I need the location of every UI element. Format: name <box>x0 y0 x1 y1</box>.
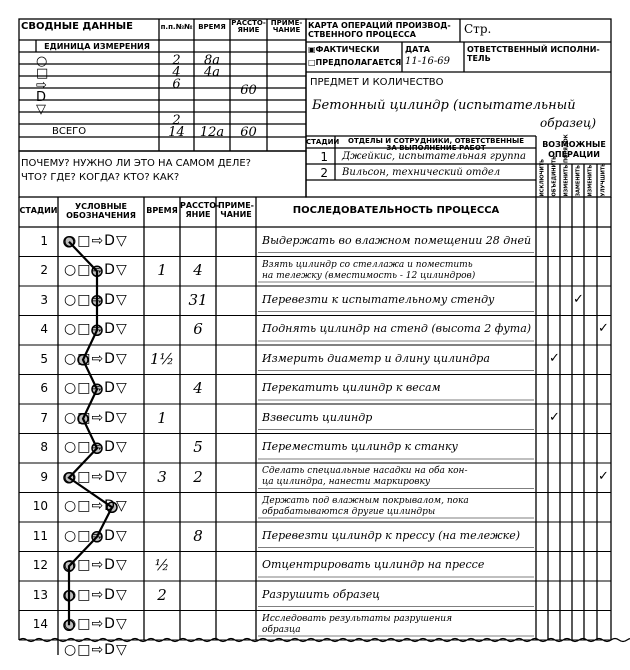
step-symbols: ○□⇨D▽ <box>64 291 128 308</box>
step-description: обрабатываются другие цилиндры <box>262 506 436 517</box>
possible-ops-label: ВОЗМОЖНЫЕ ОПЕРАЦИИ <box>542 140 606 159</box>
step-symbols: ○□⇨D▽ <box>64 439 128 456</box>
unit-label: ЕДИНИЦА ИЗМЕРЕНИЯ <box>44 42 150 51</box>
symbol-inspection: □ <box>36 66 50 81</box>
step-number: 14 <box>32 617 48 632</box>
col-header-distance: РАССТО- ЯНИЕ <box>231 19 266 34</box>
step-symbols: ○□⇨D▽ <box>64 527 128 544</box>
step-distance: 4 <box>193 261 203 280</box>
step-symbols: ○□⇨D▽ <box>64 262 128 279</box>
step-symbols: ○□⇨D▽ <box>64 468 128 485</box>
total-count: 14 <box>168 125 185 140</box>
step-description: на тележку (вместимость - 12 цилиндров) <box>262 270 476 281</box>
check-mark: ✓ <box>573 291 584 307</box>
process-sequence-header: ПОСЛЕДОВАТЕЛЬНОСТЬ ПРОЦЕССА <box>292 205 500 216</box>
step-description: ца цилиндра, нанести маркировку <box>262 477 431 487</box>
step-time: 2 <box>157 585 167 604</box>
step-description: Поднять цилиндр на стенд (высота 2 фута) <box>262 322 532 336</box>
step-symbols: ○□⇨D▽ <box>64 557 128 574</box>
step-description: Исследовать результаты разрушения <box>262 613 453 624</box>
step-symbols: ○□⇨D▽ <box>64 232 128 249</box>
step-description: Сделать специальные насадки на оба кон- <box>262 466 468 476</box>
questions-text: ПОЧЕМУ? НУЖНО ЛИ ЭТО НА САМОМ ДЕЛЕ? ЧТО? ГДЕ? КОГДА? КТО? КАК? <box>21 158 251 183</box>
step-number: 11 <box>32 528 48 543</box>
process-time-header: ВРЕМЯ <box>146 206 178 215</box>
step-description: Перевезти к испытательному стенду <box>262 292 495 306</box>
total-time: 12а <box>199 125 225 140</box>
summary-count: 2 <box>172 113 181 128</box>
step-number: 10 <box>32 499 48 514</box>
step-number: 4 <box>40 322 48 337</box>
step-number: 12 <box>32 558 48 573</box>
col-header-count: п.п.№№ <box>160 23 193 31</box>
step-number: 13 <box>32 587 48 602</box>
step-number: 1 <box>40 233 48 248</box>
step-description: Взять цилиндр со стеллажа и поместить <box>262 259 473 270</box>
col-header-note: ПРИМЕ- ЧАНИЕ <box>270 19 303 34</box>
step-description: Переместить цилиндр к станку <box>262 440 458 454</box>
subject-label: ПРЕДМЕТ И КОЛИЧЕСТВО <box>310 77 444 88</box>
step-symbols: ○□⇨D▽ <box>64 586 128 603</box>
stage-dept: Джейкис, испытательная группа <box>342 151 526 162</box>
step-distance: 8 <box>193 526 203 545</box>
step-description: Перекатить цилиндр к весам <box>262 381 441 395</box>
card-title: КАРТА ОПЕРАЦИЙ ПРОИЗВОД- СТВЕННОГО ПРОЦЕССА <box>308 21 451 39</box>
step-number: 9 <box>40 469 48 484</box>
step-time: ½ <box>154 556 170 575</box>
step-description: Измерить диаметр и длину цилиндра <box>262 351 490 365</box>
step-distance: 5 <box>193 438 203 457</box>
step-time: 1 <box>157 261 167 280</box>
step-number: 5 <box>40 351 48 366</box>
step-time: 1 <box>157 408 167 427</box>
step-description: Разрушить образец <box>262 587 380 601</box>
step-distance: 6 <box>193 320 203 339</box>
subject-value-cont: образец) <box>540 116 597 130</box>
step-symbols: ○□⇨D▽ <box>64 616 128 633</box>
total-label: ВСЕГО <box>52 126 87 137</box>
step-number: 2 <box>40 263 48 278</box>
step-symbols: ○□⇨D▽ <box>64 321 128 338</box>
step-number: 7 <box>40 410 48 425</box>
step-distance: 31 <box>188 290 208 309</box>
step-time: 1½ <box>149 349 175 368</box>
step-number: 3 <box>40 292 48 307</box>
stage-label: СТАДИИ <box>306 138 340 146</box>
summary-count: 4 <box>172 65 181 80</box>
total-distance: 60 <box>240 125 257 140</box>
stage-dept: Вильсон, технический отдел <box>342 167 501 178</box>
step-description: Перевезти цилиндр к прессу (на тележке) <box>262 528 521 542</box>
date-value: 11-16-69 <box>405 56 450 67</box>
date-label: ДАТА <box>405 45 430 54</box>
responsible-label: ОТВЕТСТВЕННЫЙ ИСПОЛНИ- ТЕЛЬ <box>467 45 600 63</box>
stage-number: 2 <box>320 166 328 180</box>
page-label: Стр. <box>464 22 492 36</box>
subject-value: Бетонный цилиндр (испытательный <box>312 98 576 113</box>
col-header-time: ВРЕМЯ <box>198 23 226 31</box>
actual-label: ▣ФАКТИЧЕСКИ <box>308 45 380 54</box>
process-symbols-header: УСЛОВНЫЕ ОБОЗНАЧЕНИЯ <box>66 202 136 220</box>
summary-time: 4а <box>203 65 221 80</box>
step-description: Выдержать во влажном помещении 28 дней <box>262 233 532 247</box>
check-mark: ✓ <box>549 350 560 366</box>
symbol-delay: D <box>36 90 48 105</box>
dept-label: ОТДЕЛЫ И СОТРУДНИКИ, ОТВЕТСТВЕННЫЕ ЗА ВЫПОЛНЕНИЕ РАБОТ <box>348 137 524 152</box>
check-mark: ✓ <box>598 321 609 337</box>
step-number: 8 <box>40 440 48 455</box>
step-symbols: ○□⇨D▽ <box>64 350 128 367</box>
step-symbols: ○□⇨D▽ <box>64 380 128 397</box>
ops-col-header: ИЗМЕНИТЬ ПОРЯДОК <box>563 134 570 197</box>
ops-col-header: ИЗМЕНИТЬ <box>587 164 594 197</box>
ops-col-header: ЗАМЕНИТЬ <box>575 165 582 197</box>
process-distance-header: РАССТО- ЯНИЕ <box>180 201 220 219</box>
symbol-operation: ○ <box>36 54 49 69</box>
ops-col-header: ИСКЛЮЧИТЬ <box>539 159 546 197</box>
step-number: 6 <box>40 381 48 396</box>
step-description: образца <box>262 624 301 635</box>
step-description: Держать под влажным покрывалом, пока <box>262 495 469 506</box>
step-distance: 2 <box>193 467 203 486</box>
stage-number: 1 <box>320 150 328 164</box>
summary-count: 6 <box>172 77 181 92</box>
process-note-header: ПРИМЕ- ЧАНИЕ <box>218 201 254 219</box>
step-description: Отцентрировать цилиндр на прессе <box>262 558 485 572</box>
symbol-storage: ▽ <box>36 102 47 117</box>
step-symbols: ○□⇨D▽ <box>64 409 128 426</box>
check-mark: ✓ <box>598 468 609 484</box>
summary-distance: 60 <box>240 83 257 98</box>
process-stage-header: СТАДИИ <box>19 206 58 215</box>
step-description: Взвесить цилиндр <box>262 410 373 424</box>
summary-time: 8а <box>203 53 221 68</box>
proposed-label: □ПРЕДПОЛАГАЕТСЯ <box>308 58 402 67</box>
step-distance: 4 <box>193 379 203 398</box>
symbol-transport: ⇨ <box>36 78 48 93</box>
check-mark: ✓ <box>549 409 560 425</box>
step-symbols: ○□⇨D▽ <box>64 642 128 658</box>
step-symbols: ○□⇨D▽ <box>64 498 128 515</box>
ops-col-header: ОБЪЕДИНИТЬ <box>551 156 558 197</box>
summary-count: 2 <box>172 53 181 68</box>
summary-title: СВОДНЫЕ ДАННЫЕ <box>21 21 133 32</box>
ops-col-header: УЛУЧШИТЬ <box>600 163 607 197</box>
step-time: 3 <box>157 467 167 486</box>
